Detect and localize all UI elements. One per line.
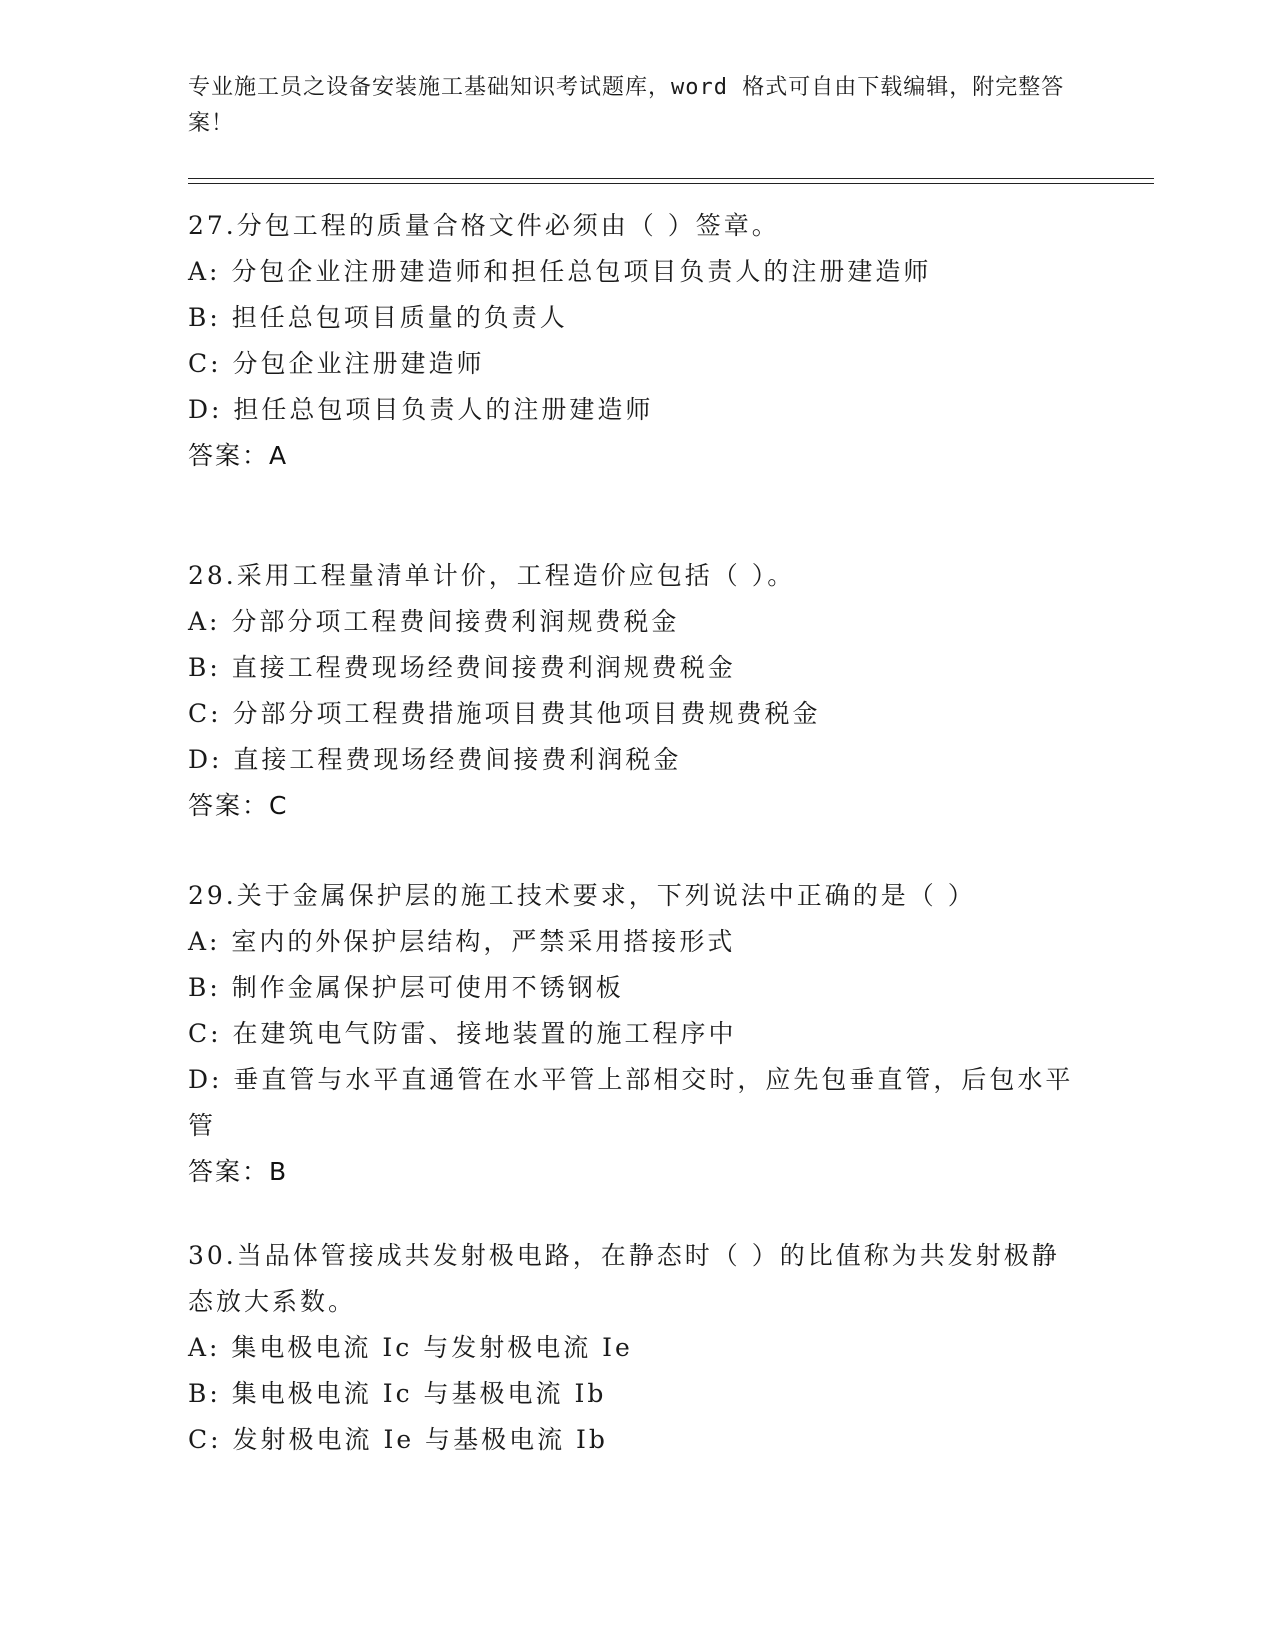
answer: 答案：C xyxy=(188,791,289,820)
option-a: A: 集电极电流 Ic 与发射极电流 Ie xyxy=(188,1333,633,1362)
option-a: A: 分包企业注册建造师和担任总包项目负责人的注册建造师 xyxy=(188,257,932,286)
option-c: C: 在建筑电气防雷、接地装置的施工程序中 xyxy=(188,1019,737,1048)
question-stem: 30.当品体管接成共发射极电路，在静态时（ ）的比值称为共发射极静态放大系数。 xyxy=(188,1241,1060,1316)
answer: 答案：B xyxy=(188,1157,289,1186)
header-divider-top xyxy=(188,178,1154,179)
option-b: B: 制作金属保护层可使用不锈钢板 xyxy=(188,973,624,1002)
question-stem: 28.采用工程量清单计价，工程造价应包括（ ）。 xyxy=(188,561,796,590)
option-d: D: 直接工程费现场经费间接费利润税金 xyxy=(188,745,682,774)
option-b: B: 担任总包项目质量的负责人 xyxy=(188,303,568,332)
question-28 xyxy=(188,553,1078,829)
option-c: C: 分部分项工程费措施项目费其他项目费规费税金 xyxy=(188,699,821,728)
option-b: B: 直接工程费现场经费间接费利润规费税金 xyxy=(188,653,736,682)
option-d: D: 担任总包项目负责人的注册建造师 xyxy=(188,395,654,424)
header-divider-bottom xyxy=(188,183,1154,184)
option-a: A: 室内的外保护层结构，严禁采用搭接形式 xyxy=(188,927,736,956)
option-c: C: 发射极电流 Ie 与基极电流 Ib xyxy=(188,1425,608,1454)
question-stem: 29.关于金属保护层的施工技术要求，下列说法中正确的是（ ） xyxy=(188,881,976,910)
question-29 xyxy=(188,873,1078,1195)
option-b: B: 集电极电流 Ic 与基极电流 Ib xyxy=(188,1379,607,1408)
question-30 xyxy=(188,1233,1078,1463)
question-27 xyxy=(188,203,1078,479)
option-c: C: 分包企业注册建造师 xyxy=(188,349,485,378)
answer: 答案：A xyxy=(188,441,289,470)
document-intro: 专业施工员之设备安装施工基础知识考试题库，word 格式可自由下载编辑，附完整答案！ xyxy=(188,75,1065,136)
option-a: A: 分部分项工程费间接费利润规费税金 xyxy=(188,607,680,636)
question-stem: 27.分包工程的质量合格文件必须由（ ）签章。 xyxy=(188,211,780,240)
option-d: D: 垂直管与水平直通管在水平管上部相交时，应先包垂直管，后包水平管 xyxy=(188,1065,1074,1140)
